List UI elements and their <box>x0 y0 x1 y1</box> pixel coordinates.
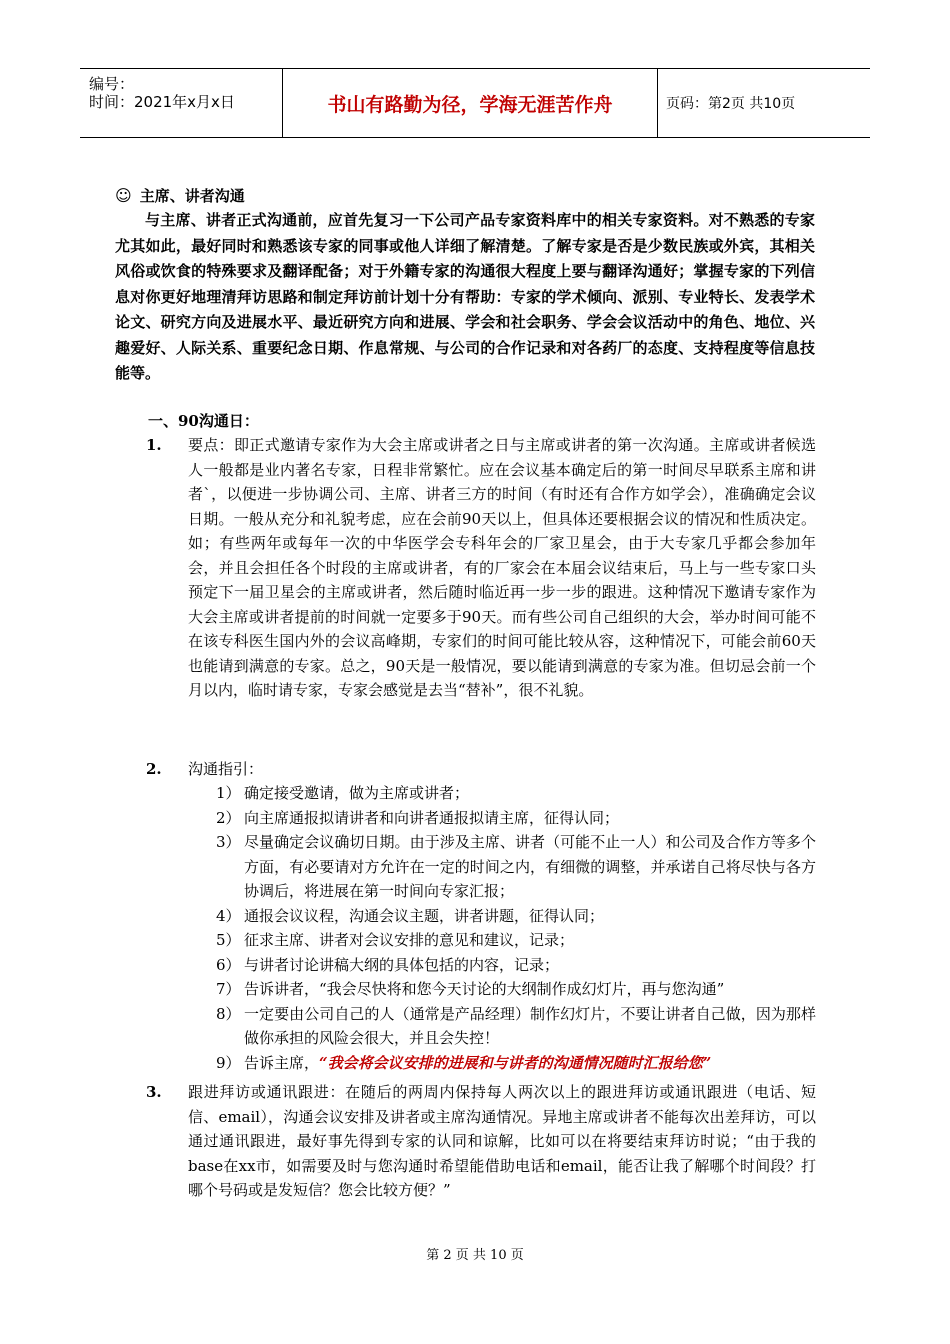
sub-item-text: 一定要由公司自己的人（通常是产品经理）制作幻灯片，不要让讲者自己做，因为那样做你承担的风险会很大，并且会失控！ <box>244 1004 816 1047</box>
sub-item-text: 与讲者讨论讲稿大纲的具体包括的内容，记录； <box>244 955 560 974</box>
sub-item-number: 8） <box>216 1004 241 1023</box>
emphasized-quote: “我会将会议安排的进展和与讲者的沟通情况随时汇报给您” <box>319 1053 712 1072</box>
sub-item-number: 3） <box>216 833 241 851</box>
time-label: 时间：2021年x月x日 <box>89 93 235 111</box>
number-label: 编号： <box>89 75 135 93</box>
list-item-3 <box>146 1080 816 1203</box>
header-meta-cell <box>80 69 283 137</box>
sub-item-text: 告诉主席， <box>244 1053 320 1072</box>
sub-item <box>146 928 816 953</box>
intro-paragraph: 与主席、讲者正式沟通前，应首先复习一下公司产品专家资料库中的相关专家资料。对不熟悉的专家尤其如此，最好同时和熟悉该专家的同事或他人详细了解清楚。了解专家是否是少数民族或外宾，其相关风俗或饮食的特殊要求及翻译配备；对于外籍专家的沟通很大程度上要与翻译沟通好；掌握专家的下列信息对你更好地理清拜访思路和制定拜访前计划十分有帮助：专家的学术倾向、派别、专业特长、发表学术论文、研究方向及进展水平、最近研究方向和进展、学会和社会职务、学会会议活动中的角色、地位、兴趣爱好、人际关系、重要纪念日期、作息常规、与公司的合作记录和对各药厂的态度、支持程度等信息技能等。 <box>115 211 815 382</box>
page-header <box>80 68 870 138</box>
sub-item-text: 征求主席、讲者对会议安排的意见和建议，记录； <box>244 931 575 949</box>
sub-item <box>146 953 816 978</box>
heading-90-days: 一、90沟通日： <box>148 412 259 430</box>
page-footer: 第 2 页 共 10 页 <box>426 1248 524 1263</box>
sub-item-number: 2） <box>216 808 241 827</box>
item-number: 3. <box>146 1083 162 1101</box>
item-text: 要点：即正式邀请专家作为大会主席或讲者之日与主席或讲者的第一次沟通。主席或讲者候选人一般都是业内著名专家，日程非常繁忙。应在会议基本确定后的第一时间尽早联系主席和讲者`，以便进一步协调公司、主席、讲者三方的时间（有时还有合作方如学会），准确确定会议日期。一般从充分和礼貌考虑，应在会前90天以上，但具体还要根据会议的情况和性质决定。如；有些两年或每年一次的中华医学会专科年会的厂家卫星会，由于大专家几乎都会参加年会，并且会担任各个时段的主席或讲者，有的厂家会在本届会议结束后，马上与一些专家口头预定下一届卫星会的主席或讲者，然后随时临近再一步一步的跟进。这种情况下邀请专家作为大会主席或讲者提前的时间就一定要多于90天。而有些公司自己组织的大会，举办时间可能不在该专科医生国内外的会议高峰期，专家们的时间可能比较从容，这种情况下，可能会前60天也能请到满意的专家。总之，90天是一般情况，要以能请到满意的专家为准。但切忌会前一个月以内，临时请专家，专家会感觉是去当“替补”，很不礼貌。 <box>188 436 816 699</box>
sub-item <box>146 904 816 929</box>
sub-item-number: 1） <box>216 784 241 802</box>
header-page-number: 页码：第2页 共10页 <box>666 96 796 112</box>
sub-item-number: 5） <box>216 931 241 949</box>
sub-item-number: 6） <box>216 955 241 974</box>
sub-item <box>146 977 816 1002</box>
item-number: 1. <box>146 436 162 454</box>
sub-item <box>146 830 816 904</box>
item-text: 沟通指引： <box>188 760 264 778</box>
sub-item-number: 7） <box>216 980 241 998</box>
sub-item <box>146 806 816 831</box>
list-item-1 <box>146 433 816 703</box>
sub-item-text: 确定接受邀请，做为主席或讲者； <box>244 784 470 802</box>
smiley-icon: ☺ <box>115 186 132 205</box>
sub-list <box>146 781 816 1075</box>
sub-item-text: 通报会议议程，沟通会议主题，讲者讲题，征得认同； <box>244 906 605 925</box>
item-text: 跟进拜访或通讯跟进：在随后的两周内保持每人两次以上的跟进拜访或通讯跟进（电话、短信、email），沟通会议安排及讲者或主席沟通情况。异地主席或讲者不能每次出差拜访，可以通过通讯跟进，最好事先得到专家的认同和谅解，比如可以在将要结束拜访时说；“由于我的 base在xx市，如需要及时与您沟通时希望能借助电话和email，能否让我了解哪个时间段？打哪个号码或是发短信？您会比较方便？” <box>188 1083 816 1199</box>
sub-item-text: 向主席通报拟请讲者和向讲者通报拟请主席，征得认同； <box>244 808 620 827</box>
sub-item-number: 4） <box>216 906 241 925</box>
sub-item <box>146 781 816 806</box>
sub-item-number: 9） <box>216 1053 241 1072</box>
sub-item-text: 告诉讲者，“我会尽快将和您今天讨论的大纲制作成幻灯片，再与您沟通” <box>244 980 725 998</box>
section-title-text: 主席、讲者沟通 <box>139 187 245 205</box>
sub-item <box>146 1002 816 1051</box>
sub-item <box>146 1051 816 1076</box>
item-number: 2. <box>146 760 162 778</box>
intro-section <box>115 184 815 387</box>
section-title <box>115 184 815 208</box>
list-item-2 <box>146 757 816 782</box>
sub-item-text: 尽量确定会议确切日期。由于涉及主席、讲者（可能不止一人）和公司及合作方等多个方面，有必要请对方允许在一定的时间之内，有细微的调整，并承诺自己将尽快与各方协调后，将进展在第一时间向专家汇报； <box>244 833 816 900</box>
header-motto: 书山有路勤为径，学海无涯苦作舟 <box>283 69 658 137</box>
